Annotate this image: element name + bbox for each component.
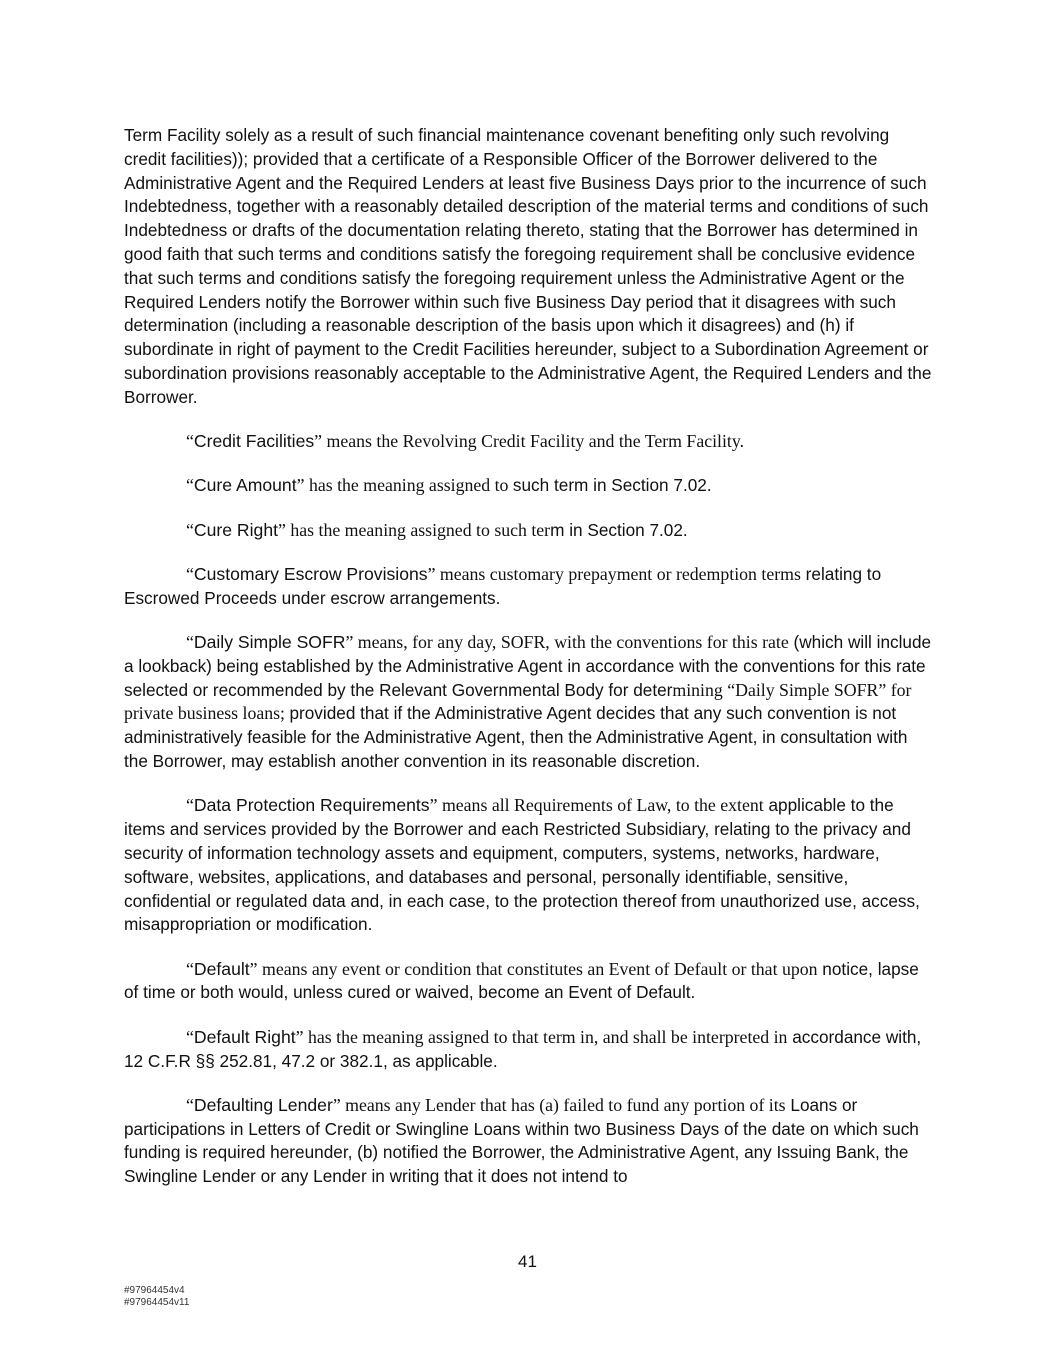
definition-text: means any Lender that has (a) failed to fund any portion of its bbox=[340, 1094, 786, 1115]
defined-term: Cure Right bbox=[193, 519, 279, 540]
defined-term: Credit Facilities bbox=[193, 431, 315, 452]
definition-data-protection-requirements bbox=[124, 794, 932, 937]
definition-defaulting-lender bbox=[124, 1094, 932, 1189]
open-quote: “ bbox=[186, 632, 194, 653]
definition-text-continued: accordance with, 12 C.F.R §§ 252.81, 47.2 or 382.1, as applicable. bbox=[124, 1026, 922, 1071]
definition-text-continued: m in Section 7.02. bbox=[550, 519, 688, 540]
definition-text-continued: applicable to the items and services provided by the Borrower and each Restricted Subsidiary, relating to the privacy and security of information technology assets and equipment, computers, systems, networks, hardware, software, websites, applications, and databases and personal, personally identifiable, sensitive, confidential or regulated data and, in each case, to the protection thereof from unauthorized use, access, misappropriation or modification. bbox=[124, 795, 920, 935]
definition-text-continued: Loans or participations in Letters of Credit or Swingline Loans within two Business Days of the date on which such funding is required hereunder, (b) notified the Borrower, the Administrative Agent, any Issuing Bank, the Swingline Lender or any Lender in writing that it does not intend to bbox=[124, 1094, 919, 1187]
definition-text-continued: (which will include a lookback) being established by the Administrative Agent in accordance with the conventions for this rate selected or recommended by the Relevant Governmental Body for deter bbox=[124, 632, 932, 700]
open-quote: “ bbox=[186, 431, 194, 452]
definition-text: has the meaning assigned to bbox=[304, 475, 513, 496]
defined-term: Customary Escrow Provisions bbox=[193, 563, 428, 584]
continuation-paragraph: Term Facility solely as a result of such financial maintenance covenant benefiting only such revolving credit facilities)); provided that a certificate of a Responsible Officer of the Borrower delivered to the Administrative Agent and the Required Lenders at least five Business Days prior to the incurrence of such Indebtedness, together with a reasonably detailed description of the material terms and conditions of such Indebtedness or drafts of the documentation relating thereto, stating that the Borrower has determined in good faith that such terms and conditions satisfy the foregoing requirement shall be conclusive evidence that such terms and conditions satisfy the foregoing requirement unless the Administrative Agent or the Required Lenders notify the Borrower within such five Business Day period that it disagrees with such determination (including a reasonable description of the basis upon which it disagrees) and (h) if subordinate in right of payment to the Credit Facilities hereunder, subject to a Subordination Agreement or subordination provisions reasonably acceptable to the Administrative Agent, the Required Lenders and the Borrower. bbox=[124, 125, 932, 407]
open-quote: “ bbox=[186, 1094, 194, 1115]
definition-text-tail: provided that if the Administrative Agent decides that any such convention is not administratively feasible for the Administrative Agent, then the Administrative Agent, in consultation with the Borrower, may establish another convention in its reasonable discretion. bbox=[124, 703, 908, 772]
definition-daily-simple-sofr bbox=[124, 631, 932, 774]
definition-text: means the Revolving Credit Facility and the Term Facility. bbox=[322, 431, 745, 452]
definition-text: has the meaning assigned to that term in, and shall be interpreted in bbox=[303, 1026, 788, 1047]
definition-text-continued: notice, lapse of time or both would, unless cured or waived, become an Event of Default. bbox=[124, 958, 919, 1003]
open-quote: “ bbox=[186, 519, 194, 540]
open-quote: “ bbox=[186, 958, 194, 979]
definition-text-continued: such term in Section 7.02. bbox=[512, 475, 712, 496]
close-quote: ” bbox=[295, 1026, 304, 1047]
open-quote: “ bbox=[186, 795, 194, 816]
close-quote: ” bbox=[278, 519, 286, 540]
open-quote: “ bbox=[186, 1026, 194, 1047]
close-quote: ” bbox=[429, 795, 438, 816]
defined-term: Cure Amount bbox=[193, 475, 297, 496]
close-quote: ” bbox=[332, 1094, 341, 1115]
close-quote: ” bbox=[314, 431, 323, 452]
definition-text: means any event or condition that constitutes an Event of Default or that upon bbox=[257, 958, 818, 979]
definition-text: means all Requirements of Law, to the extent bbox=[437, 795, 764, 816]
page-number: 41 bbox=[518, 1252, 537, 1271]
definition-text-serif: mining “Daily Simple SOFR” for private business loans; bbox=[124, 679, 912, 724]
document-id: #97964454v11 bbox=[124, 1297, 190, 1308]
document-id: #97964454v4 bbox=[124, 1285, 185, 1296]
close-quote: ” bbox=[427, 563, 436, 584]
defined-term: Default Right bbox=[193, 1026, 296, 1047]
defined-term: Daily Simple SOFR bbox=[193, 632, 346, 653]
close-quote: ” bbox=[296, 475, 305, 496]
definition-cure-amount bbox=[124, 474, 932, 498]
definition-cure-right bbox=[124, 519, 932, 543]
definition-default-right bbox=[124, 1026, 932, 1074]
open-quote: “ bbox=[186, 475, 194, 496]
definition-customary-escrow-provisions bbox=[124, 563, 932, 611]
defined-term: Data Protection Requirements bbox=[193, 795, 430, 816]
close-quote: ” bbox=[249, 958, 258, 979]
defined-term: Defaulting Lender bbox=[193, 1094, 333, 1115]
definition-text: has the meaning assigned to such ter bbox=[285, 519, 551, 540]
document-id-footer bbox=[124, 1285, 189, 1309]
close-quote: ” bbox=[345, 632, 354, 653]
definition-credit-facilities bbox=[124, 430, 932, 454]
defined-term: Default bbox=[193, 958, 250, 979]
open-quote: “ bbox=[186, 563, 194, 584]
document-body bbox=[124, 124, 932, 1189]
definition-text-continued: relating to Escrowed Proceeds under escrow arrangements. bbox=[124, 563, 882, 608]
definition-text: means, for any day, SOFR, with the conventions for this rate bbox=[353, 632, 789, 653]
definition-text: means customary prepayment or redemption terms bbox=[435, 563, 801, 584]
definition-default bbox=[124, 958, 932, 1006]
